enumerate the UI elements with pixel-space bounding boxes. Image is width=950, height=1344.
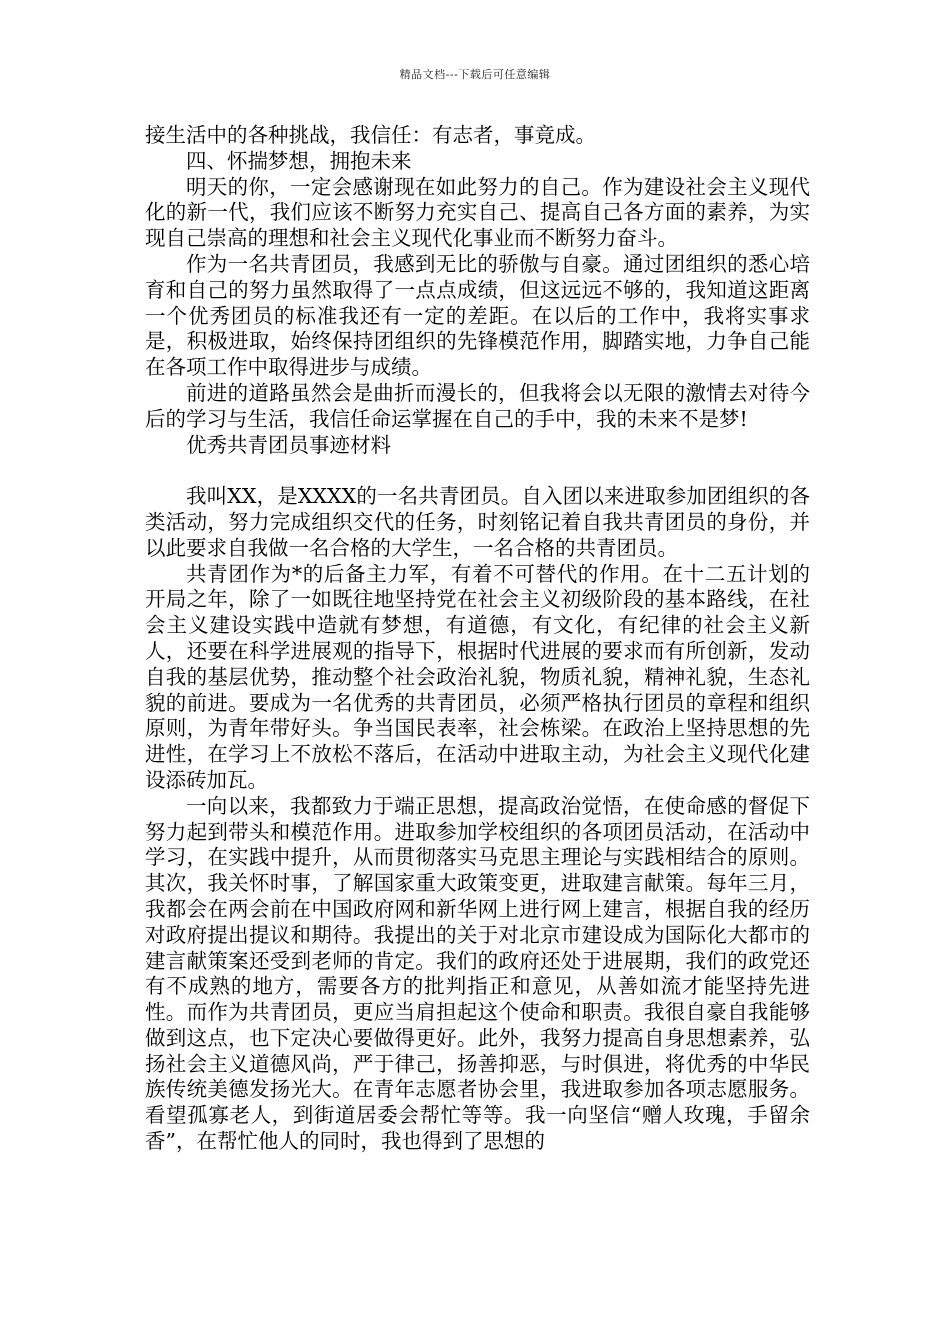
- page-header: 精品文档---下载后可任意编辑: [399, 68, 551, 81]
- paragraph: 接生活中的各种挑战，我信任：有志者，事竟成。: [145, 123, 596, 147]
- paragraph: 共青团作为*的后备主力军，有着不可替代的作用。在十二五计划的开局之年，除了一如既往地坚持党在社会主义初级阶段的基本路线，在社会主义建设实践中造就有梦想，有道德，有文化，有纪律的社会主义新人，还要在科学进展观的指导下，根据时代进展的要求而有所创新，发动自我的基层优势，推动整个社会政治礼貌，物质礼貌，精神礼貌，生态礼貌的前进。要成为一名优秀的共青团员，必须严格执行团员的章程和组织原则，为青年带好头。争当国民表率，社会栋梁。在政治上坚持思想的先进性，在学习上不放松不落后，在活动中进取主动，为社会主义现代化建设添砖加瓦。: [145, 561, 810, 792]
- document-title: 优秀共青团员事迹材料: [186, 432, 391, 457]
- document-body: [145, 123, 810, 1155]
- paragraph: 一向以来，我都致力于端正思想，提高政治觉悟，在使命感的督促下努力起到带头和模范作用。进取参加学校组织的各项团员活动，在活动中学习，在实践中提升，从而贯彻落实马克思主理论与实践相结合的原则。其次，我关怀时事，了解国家重大政策变更，进取建言献策。每年三月，我都会在两会前在中国政府网和新华网上进行网上建言，根据自我的经历对政府提出提议和期待。我提出的关于对北京市建设成为国际化大都市的建言献策案还受到老师的肯定。我们的政府还处于进展期，我们的政党还有不成熟的地方，需要各方的批判指正和意见，从善如流才能坚持先进性。而作为共青团员，更应当肩担起这个使命和职责。我很自豪自我能够做到这点，也下定决心要做得更好。此外，我努力提高自身思想素养，弘扬社会主义道德风尚，严于律己，扬善抑恶，与时俱进，将优秀的中华民族传统美德发扬光大。在青年志愿者协会里，我进取参加各项志愿服务。看望孤寡老人，到街道居委会帮忙等等。我一向坚信“赠人玫瑰，手留余香”，在帮忙他人的同时，我也得到了思想的: [145, 793, 810, 1154]
- paragraph: 作为一名共青团员，我感到无比的骄傲与自豪。通过团组织的悉心培育和自己的努力虽然取得了一点点成绩，但这远远不够的，我知道这距离一个优秀团员的标准我还有一定的差距。在以后的工作中，我将实事求是，积极进取，始终保持团组织的先锋模范作用，脚踏实地，力争自己能在各项工作中取得进步与成绩。: [145, 251, 810, 380]
- paragraph: 明天的你，一定会感谢现在如此努力的自己。作为建设社会主义现代化的新一代，我们应该不断努力充实自己、提高自己各方面的素养，为实现自己崇高的理想和社会主义现代化事业而不断努力奋斗。: [145, 174, 810, 251]
- section-heading: 四、怀揣梦想，拥抱未来: [186, 148, 412, 173]
- paragraph: 前进的道路虽然会是曲折而漫长的，但我将会以无限的激情去对待今后的学习与生活，我信任命运掌握在自己的手中，我的未来不是梦!: [145, 380, 810, 431]
- blank-line: [145, 458, 810, 484]
- paragraph: 我叫XX，是XXXX的一名共青团员。自入团以来进取参加团组织的各类活动，努力完成组织交代的任务，时刻铭记着自我共青团员的身份，并以此要求自我做一名合格的大学生，一名合格的共青团员。: [145, 484, 810, 560]
